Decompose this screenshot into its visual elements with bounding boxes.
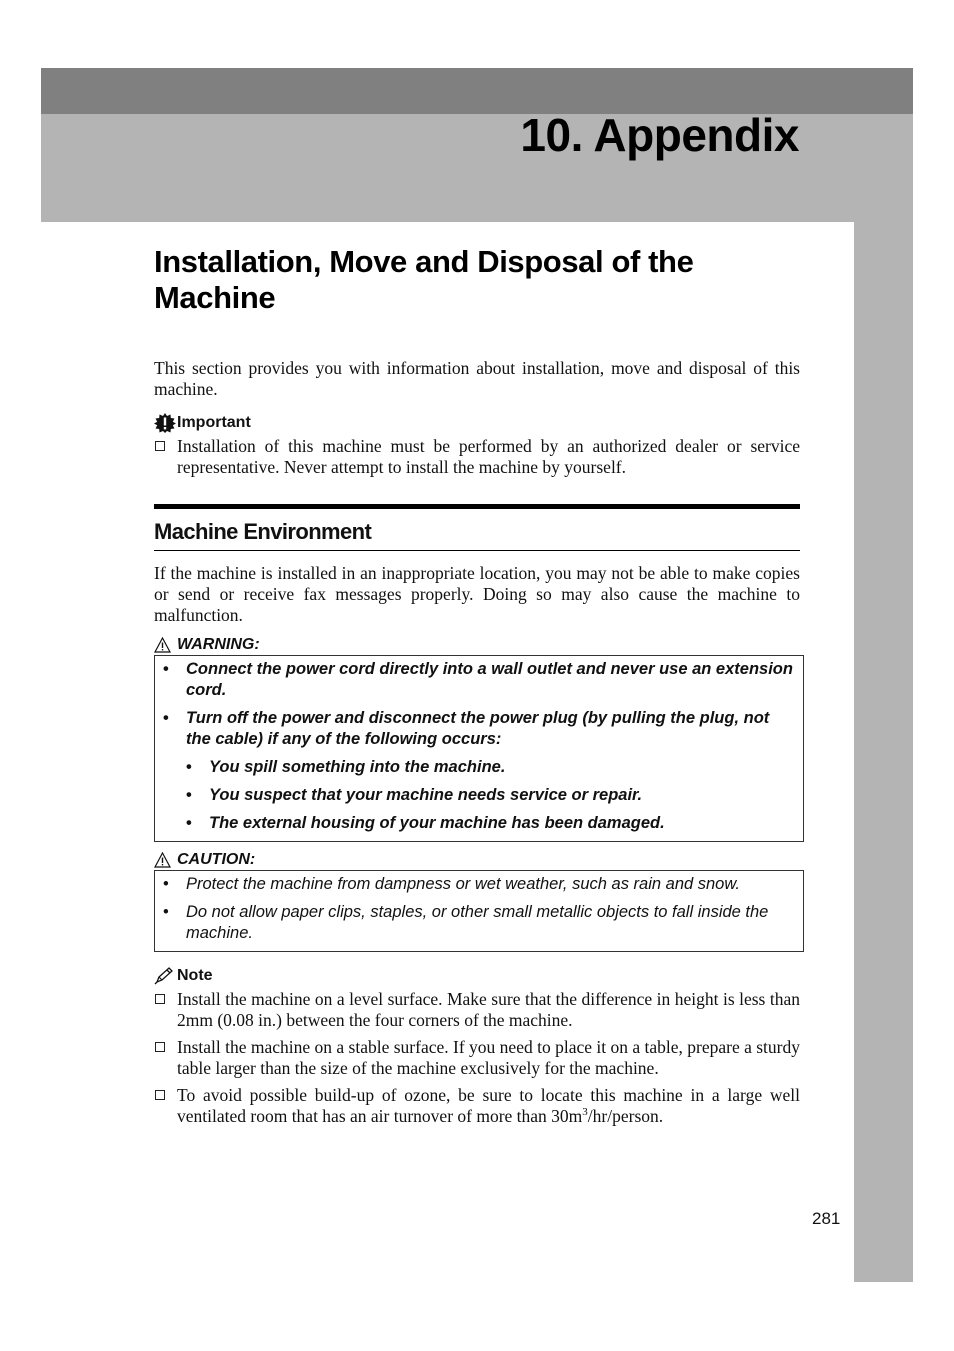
page-side-tab — [854, 222, 913, 1282]
list-item — [161, 659, 795, 701]
caution-triangle-icon — [154, 852, 171, 868]
list-item — [154, 1085, 800, 1127]
bullet: • — [186, 814, 192, 832]
bullet: • — [163, 903, 169, 921]
section-title-line1: Installation, Move and Disposal of the — [154, 244, 694, 279]
caution-item-text: Do not allow paper clips, staples, or other small metallic objects to fall inside the machine. — [186, 903, 769, 942]
warning-subitem-text: The external housing of your machine has been damaged. — [209, 814, 665, 832]
bullet: • — [163, 660, 169, 678]
note-item-text: Install the machine on a stable surface. If you need to place it on a table, prepare a sturdy table larger than the size of the machine exclusively for the machine. — [177, 1037, 800, 1078]
checkbox-icon — [155, 994, 165, 1004]
note-item-text-after: /hr/person. — [587, 1106, 664, 1126]
important-heading — [154, 413, 800, 433]
list-item — [161, 813, 795, 834]
environment-paragraph: If the machine is installed in an inappropriate location, you may not be able to make copies or send or receive fax messages properly. Doing so may also cause the machine to malfunction. — [154, 563, 800, 625]
caution-box — [154, 870, 804, 952]
caution-label: CAUTION: — [177, 851, 256, 868]
note-item-text-before: To avoid possible build-up of ozone, be sure to locate this machine in a large well ventilated room that has an air turnover of more than 30m — [177, 1085, 800, 1126]
note-list — [154, 989, 800, 1127]
note-item-superscript: 3 — [582, 1106, 588, 1119]
important-list — [154, 436, 800, 478]
note-item-text: Install the machine on a level surface. Make sure that the difference in height is less than 2mm (0.08 in.) between the four corners of the machine. — [177, 989, 800, 1030]
important-icon — [154, 413, 176, 433]
subsection-title: Machine Environment — [154, 519, 800, 551]
warning-list — [161, 659, 795, 834]
list-item — [161, 708, 795, 750]
warning-label: WARNING: — [177, 636, 260, 653]
warning-subitem-text: You suspect that your machine needs service or repair. — [209, 786, 643, 804]
caution-item-text: Protect the machine from dampness or wet weather, such as rain and snow. — [186, 875, 740, 893]
bullet: • — [163, 875, 169, 893]
caution-heading — [154, 850, 800, 870]
list-item — [161, 874, 795, 895]
important-item-text: Installation of this machine must be performed by an authorized dealer or service representative. Never attempt to install the machine by yourself. — [177, 436, 800, 477]
note-label: Note — [177, 967, 213, 984]
section-intro: This section provides you with information about installation, move and disposal of this machine. — [154, 358, 800, 399]
chapter-title: 10. Appendix — [520, 109, 799, 161]
note-heading — [154, 966, 800, 986]
caution-list — [161, 874, 795, 944]
checkbox-icon — [155, 441, 165, 451]
warning-subitem-text: You spill something into the machine. — [209, 758, 506, 776]
list-item — [154, 436, 800, 478]
warning-heading — [154, 635, 800, 655]
warning-box — [154, 655, 804, 842]
list-item — [161, 785, 795, 806]
list-item — [154, 989, 800, 1031]
bullet: • — [186, 786, 192, 804]
page-content — [154, 244, 800, 1133]
subsection-rule — [154, 504, 800, 509]
section-title — [154, 244, 800, 316]
page-number: 281 — [812, 1209, 841, 1228]
warning-triangle-icon — [154, 637, 171, 653]
checkbox-icon — [155, 1090, 165, 1100]
list-item — [161, 902, 795, 944]
bullet: • — [186, 758, 192, 776]
warning-item-text: Connect the power cord directly into a wall outlet and never use an extension cord. — [186, 660, 793, 699]
section-title-line2: Machine — [154, 280, 276, 315]
list-item — [154, 1037, 800, 1079]
bullet: • — [163, 709, 169, 727]
list-item — [161, 757, 795, 778]
pencil-icon — [154, 967, 174, 985]
warning-item-text: Turn off the power and disconnect the power plug (by pulling the plug, not the cable) if any of the following occurs: — [186, 709, 770, 748]
important-label: Important — [177, 414, 251, 431]
checkbox-icon — [155, 1042, 165, 1052]
